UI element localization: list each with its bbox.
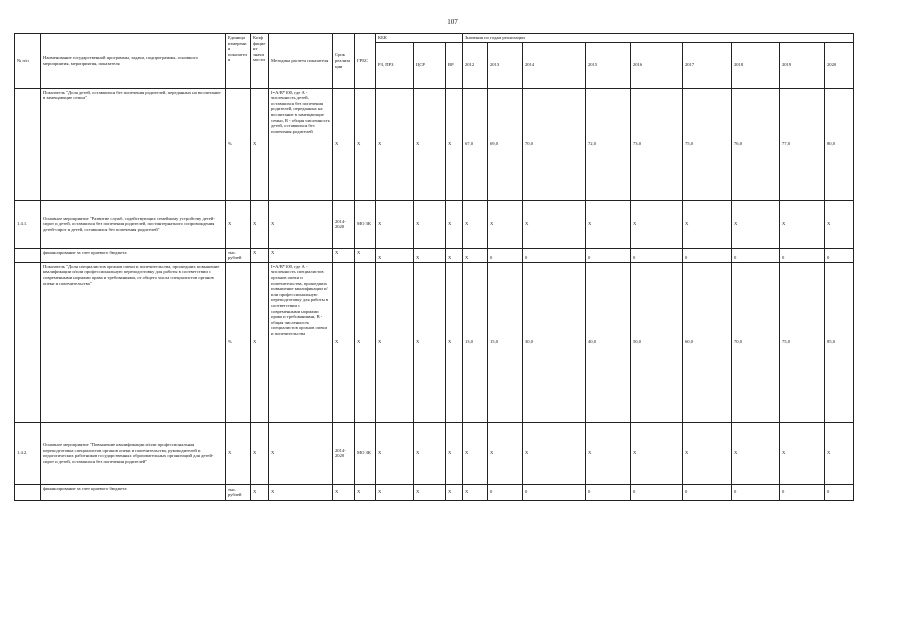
row-value: 67,0 bbox=[463, 88, 488, 200]
row-value: 40,0 bbox=[586, 262, 631, 422]
row-unit: % bbox=[226, 262, 251, 422]
row-csr: X bbox=[414, 200, 446, 248]
row-method: X bbox=[269, 484, 333, 500]
row-method: X bbox=[269, 248, 333, 262]
row-coef: X bbox=[251, 484, 269, 500]
row-csr: X bbox=[414, 248, 446, 262]
row-value: 75,0 bbox=[683, 88, 732, 200]
row-value: 70,0 bbox=[523, 88, 586, 200]
row-unit: % bbox=[226, 88, 251, 200]
row-value: X bbox=[463, 200, 488, 248]
row-value: 0 bbox=[780, 248, 825, 262]
row-grbs: X bbox=[355, 88, 376, 200]
row-value: X bbox=[683, 200, 732, 248]
header-vr: ВР bbox=[446, 42, 463, 88]
header-year: 2014 bbox=[523, 42, 586, 88]
row-value: 0 bbox=[631, 484, 683, 500]
row-rz: X bbox=[376, 88, 414, 200]
row-name: финансирование за счет краевого бюджета bbox=[41, 248, 226, 262]
row-vr: X bbox=[446, 88, 463, 200]
row-value: X bbox=[732, 200, 780, 248]
row-value: 0 bbox=[586, 248, 631, 262]
row-csr: X bbox=[414, 262, 446, 422]
header-grbs: ГРБС bbox=[355, 34, 376, 89]
header-unit: Единица измерения показателя bbox=[226, 34, 251, 89]
row-method: I=A/B*100, где А - численность детей, оставшихся без попечения родителей, переданных на воспитание в замещающие семьи, В - общая численность детей, оставшихся без попечения родителей bbox=[269, 88, 333, 200]
row-grbs: МО ЗК bbox=[355, 200, 376, 248]
row-value: X bbox=[631, 422, 683, 484]
row-value: X bbox=[825, 422, 854, 484]
row-value: 85,0 bbox=[825, 262, 854, 422]
row-unit: тыс. рублей bbox=[226, 248, 251, 262]
row-value: X bbox=[586, 200, 631, 248]
row-value: 69,0 bbox=[488, 88, 523, 200]
row-rz: X bbox=[376, 422, 414, 484]
row-grbs: X bbox=[355, 484, 376, 500]
row-value: X bbox=[523, 422, 586, 484]
row-unit: X bbox=[226, 422, 251, 484]
row-value: 30,0 bbox=[523, 262, 586, 422]
row-vr: X bbox=[446, 484, 463, 500]
row-value: X bbox=[586, 422, 631, 484]
row-value: 0 bbox=[825, 484, 854, 500]
row-grbs: X bbox=[355, 262, 376, 422]
row-value: 0 bbox=[732, 248, 780, 262]
header-method: Методика расчета показателя bbox=[269, 34, 333, 89]
row-term: 2014-2020 bbox=[333, 200, 355, 248]
row-value: X bbox=[631, 200, 683, 248]
row-term: 2014-2020 bbox=[333, 422, 355, 484]
row-coef: X bbox=[251, 200, 269, 248]
header-year: 2018 bbox=[732, 42, 780, 88]
row-value: 76,0 bbox=[732, 88, 780, 200]
row-value: 0 bbox=[780, 484, 825, 500]
row-value: X bbox=[825, 200, 854, 248]
row-value: 50,0 bbox=[631, 262, 683, 422]
row-value: X bbox=[523, 200, 586, 248]
row-coef: X bbox=[251, 248, 269, 262]
row-method: X bbox=[269, 422, 333, 484]
header-year: 2019 bbox=[780, 42, 825, 88]
row-num: 1.4.2. bbox=[15, 422, 41, 484]
row-value: X bbox=[488, 422, 523, 484]
header-rz: РЗ, ПРЗ bbox=[376, 42, 414, 88]
header-year: 2012 bbox=[463, 42, 488, 88]
row-value: 13,0 bbox=[463, 262, 488, 422]
row-vr: X bbox=[446, 200, 463, 248]
header-year: 2013 bbox=[488, 42, 523, 88]
header-num: № п/п bbox=[15, 34, 41, 89]
row-value: X bbox=[463, 422, 488, 484]
row-value: X bbox=[488, 200, 523, 248]
page-number: 107 bbox=[447, 18, 458, 26]
row-unit: тыс. рублей bbox=[226, 484, 251, 500]
header-coef: Коэффициент значимости bbox=[251, 34, 269, 89]
row-name: финансирование за счет краевого бюджета bbox=[41, 484, 226, 500]
row-value: 70,0 bbox=[732, 262, 780, 422]
row-method: X bbox=[269, 200, 333, 248]
row-term: X bbox=[333, 262, 355, 422]
row-num bbox=[15, 248, 41, 262]
row-term: X bbox=[333, 484, 355, 500]
row-value: 72,0 bbox=[586, 88, 631, 200]
header-year: 2015 bbox=[586, 42, 631, 88]
row-coef: X bbox=[251, 422, 269, 484]
row-value: X bbox=[463, 248, 488, 262]
header-year: 2017 bbox=[683, 42, 732, 88]
row-coef: X bbox=[251, 88, 269, 200]
row-num: 1.4.1. bbox=[15, 200, 41, 248]
row-num bbox=[15, 88, 41, 200]
row-value: X bbox=[780, 422, 825, 484]
row-vr: X bbox=[446, 422, 463, 484]
row-num bbox=[15, 262, 41, 422]
row-value: 60,0 bbox=[683, 262, 732, 422]
row-csr: X bbox=[414, 88, 446, 200]
row-value: X bbox=[463, 484, 488, 500]
row-vr: X bbox=[446, 248, 463, 262]
row-name: Показатель "Доля специалистов органов опеки и попечительства, прошедших повышение квалификации и/или профессиональную переподготовку для работы в соответствии с современными нормами права и требованиями, от общего числа специалистов органов опеки и попечительства" bbox=[41, 262, 226, 422]
row-name: Показатель "Доля детей, оставшихся без попечения родителей, переданных на воспитание в замещающие семьи" bbox=[41, 88, 226, 200]
row-value: X bbox=[683, 422, 732, 484]
row-value: 73,0 bbox=[631, 88, 683, 200]
row-unit: X bbox=[226, 200, 251, 248]
header-term: Срок реализации bbox=[333, 34, 355, 89]
program-table bbox=[14, 33, 854, 501]
row-value: 77,0 bbox=[780, 88, 825, 200]
row-value: 80,0 bbox=[825, 88, 854, 200]
row-csr: X bbox=[414, 422, 446, 484]
row-vr: X bbox=[446, 262, 463, 422]
row-coef: X bbox=[251, 262, 269, 422]
row-name: Основное мероприятие "Повышение квалификации и/или профессиональная переподготовка специалистов органов опеки и попечительства, руководителей и педагогических работников государственных образовательных организаций для детей-сирот и детей, оставшихся без попечения родителей" bbox=[41, 422, 226, 484]
row-value: 0 bbox=[586, 484, 631, 500]
row-name: Основное мероприятие "Развитие служб, содействующих семейному устройству детей-сирот и детей, оставшихся без попечения родителей, постинтернатного сопровождения детей-сирот и детей, оставшихся без попечения родителей" bbox=[41, 200, 226, 248]
row-grbs: X bbox=[355, 248, 376, 262]
row-value: 0 bbox=[825, 248, 854, 262]
row-term: X bbox=[333, 248, 355, 262]
row-term: X bbox=[333, 88, 355, 200]
row-value: 0 bbox=[488, 484, 523, 500]
row-value: 0 bbox=[683, 248, 732, 262]
header-name: Наименование государственной программы, задачи, подпрограммы, основного мероприятия, мероприятия, показателя bbox=[41, 34, 226, 89]
header-values-title: Значения по годам реализации bbox=[463, 34, 854, 43]
row-value: 0 bbox=[683, 484, 732, 500]
row-value: 0 bbox=[732, 484, 780, 500]
row-grbs: МО ЗК bbox=[355, 422, 376, 484]
header-year: 2016 bbox=[631, 42, 683, 88]
header-csr: ЦСР bbox=[414, 42, 446, 88]
row-value: 0 bbox=[488, 248, 523, 262]
row-method: I=A/B*100, где А - численность специалистов органов опеки и попечительства, прошедших повышение квалификации и/или профессиональную переподготовку для работы в соответствии с современными нормами права и требованиями, В - общая численность специалистов органов опеки и попечительства bbox=[269, 262, 333, 422]
row-value: 75,0 bbox=[780, 262, 825, 422]
row-csr: X bbox=[414, 484, 446, 500]
header-kbk: КБК bbox=[376, 34, 463, 43]
row-rz: X bbox=[376, 484, 414, 500]
row-value: X bbox=[780, 200, 825, 248]
row-rz: X bbox=[376, 248, 414, 262]
row-rz: X bbox=[376, 200, 414, 248]
row-value: 0 bbox=[631, 248, 683, 262]
row-rz: X bbox=[376, 262, 414, 422]
row-value: 0 bbox=[523, 248, 586, 262]
header-year: 2020 bbox=[825, 42, 854, 88]
row-value: X bbox=[732, 422, 780, 484]
row-value: 15,0 bbox=[488, 262, 523, 422]
row-num bbox=[15, 484, 41, 500]
row-value: 0 bbox=[523, 484, 586, 500]
